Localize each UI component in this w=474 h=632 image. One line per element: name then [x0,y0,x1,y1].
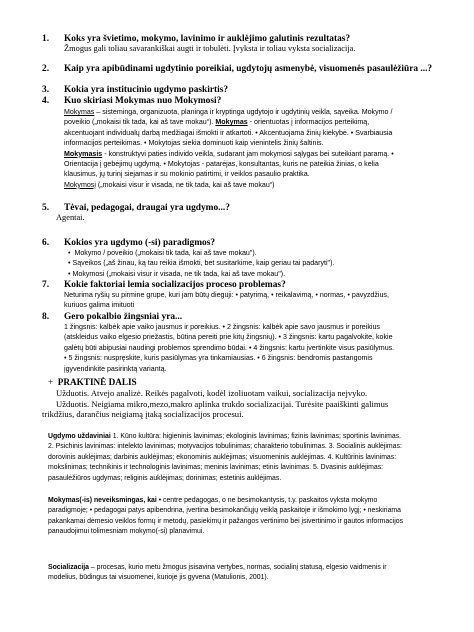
answer-6-list [68,248,334,279]
list-item: • Mokymo / poveikio („mokaisi tik tada, kai aš tave mokau"). [68,249,257,257]
list-item: • Mokymosi („mokaisi visur ir visada, ne tik tada, kai aš tave mokau"). [68,269,286,278]
plus-icon: + [48,377,54,387]
paragraph-socializacija: Socializacija – procesas, kurio metu žmogus įsisavina vertybes, normas, socialinį statusą, elgesio vaidmenis ir modelius, būdingus tai visuomenei, kurioje jis gyvena (Matulionis, 2001). [48,564,387,582]
bullet-icon: • [68,249,75,257]
list-item: • Sąveikos („aš žinau, ką tau reikia išmokti, bet susitarkime, kaip geriau tai padaryti"). [68,259,335,268]
question-8: 8. Gero pokalbio žingsniai yra... [42,312,183,322]
question-7: 7. Kokie faktoriai lemia socializacijos proceso problemas? [42,280,286,290]
task-2-cont: trikdžius, darančius neigiamą įtaką socializacijos procesui. [42,409,244,419]
bullet-icon: • [68,259,73,268]
answer-1: Žmogus gali toliau savarankiškai augti ir tobulėti. Įvyksta ir toliau vyksta socializacija. [64,44,356,53]
answer-5: Agentai. [56,213,85,222]
question-4: 4. Kuo skiriasi Mokymas nuo Mokymosi? [42,96,222,106]
question-6: 6. Kokios yra ugdymo (-si) paradigmos? [42,238,216,248]
question-1: 1. Koks yra švietimo, mokymo, lavinimo ir auklėjimo galutinis rezultatas? [42,34,351,44]
paragraph-ugdymo: Ugdymo uždaviniai 1. Kūno kultūra: higieninis lavinimas; ekologinis lavinimas; fizinis lavinimas; sportinis lavinimas. 2. Psichinis lavinimas: intelekto lavinimas; motyvacijos tobulinimas; charakterio tobulinimas. 3. Socialinis auklėjimas: dorovinis auklėjimas; darbinis auklėjimas; ekonominis auklėjimas; visuomeninis auklėjimas. 4. Kultūrinis lavinimas: mokslinimas; technikinis ir technologinis lavinimas; meninis lavinimas; etinis lavinimas. 5. Dvasinis auklėjimas: pasaulėžiūros ugdymas; religinis auklėjimas; dorinimas; estetinis auklėjimas. [48,433,402,482]
question-5: 5. Tėvai, pedagogai, draugai yra ugdymo...? [42,203,230,213]
answer-7: Neturima ryšių su pirmine grupe, kuri jam būtų dieguji: • patyrimą, • reikalavimą, • normas, • pavyzdžius, kuriuos galima imituoti [64,291,389,310]
answer-4: Mokymas – sisteminga, organizuota, planinga ir kryptinga ugdytojo ir ugdytinių veikla, sąveika. Mokymo / poveikio („mokaisi tik tada, kai aš tave mokau“). Mokymas - orientuotas į informacijos perteikimą, akcentuojant individualų darbą medžiagai išmokti ir atkartoti. • Akcentuojama žinių kiekybė. • Svarbiausia informacijos perteikimas. • Mokytojas siekia dominuoti kaip vienintelis žinių šaltinis. Mokymasis - konstruktyvi paties individo veikla, sudarant jam mokymosi sąlygas bei suteikiant paramą. • Orientacija į gebėjimų ugdymą. • Mokytojas - patarėjas, konsultantas, kuris ne pateikia žinias, o kelia klausimus, jų turinį siejamas ir su mokinio patirtimi, ir veiklos pasaulio praktika. Mokymosį („mokaisi visur ir visada, ne tik tada, kai aš tave mokau“) [64,108,394,189]
bullet-icon: • [68,269,73,278]
practical-heading: + PRAKTINĖ DALIS [48,377,137,387]
answer-8: 1 žingsnis: kalbėk apie vaiko jausmus ir poreikius. • 2 žingsnis: kalbėk apie savo jausmus ir poreikius (atskleidus vaiko elgesio priežastis, būtina pereiti prie kitų žingsnių). • 3 žingsnis: kartu pagalvokite, kokie galėtų būti abipusiai naudingi problemos sprendimo būdai. • 4 žingsnis: kartu įvertinkite visus pasiūlymus. • 5 žingsnis: nuspręskite, kuris pasiūlymas yra tinkamiausias. • 6 žingsnis: bendromis pastangomis įgyvendinkite pasirinktą variantą. [64,323,395,373]
question-3: 3. Kokia yra institucinio ugdymo paskirtis? [42,85,229,95]
task-2: Užduotis. Neigiama mikro,mezo,makro aplinka trukdo socializacijai. Turėsite paaiškinti galimus [56,399,389,409]
paragraph-mokymas: Mokymas(-is) neveiksmingas, kai • centre pedagogas, o ne besimokantysis, t.y. paskaitos vyksta mokymo paradigmoje; • pedagogai patys apibendrina, įvertina besimokančiųjų veiklą paskaitoje ir išmokimo lygį; • neskiriama pakankamai dėmesio veiklos formų ir metodų, pasiekimų ir pažangos vertinimo bei įsivertinimo ir gautos informacijos panaudojimui tolimesniam mokymo(-si) planavimui. [48,497,404,536]
task-1: Užduotis. Atvejo analizė. Reikės pagalvoti, kodėl izoliuotam vaikui, socializacija nejvyko. [56,388,368,398]
question-2: 2. Kaip yra apibūdinami ugdytinio poreikiai, ugdytojų asmenybė, visuomenės pasaulėžiūra ...? [42,64,433,74]
